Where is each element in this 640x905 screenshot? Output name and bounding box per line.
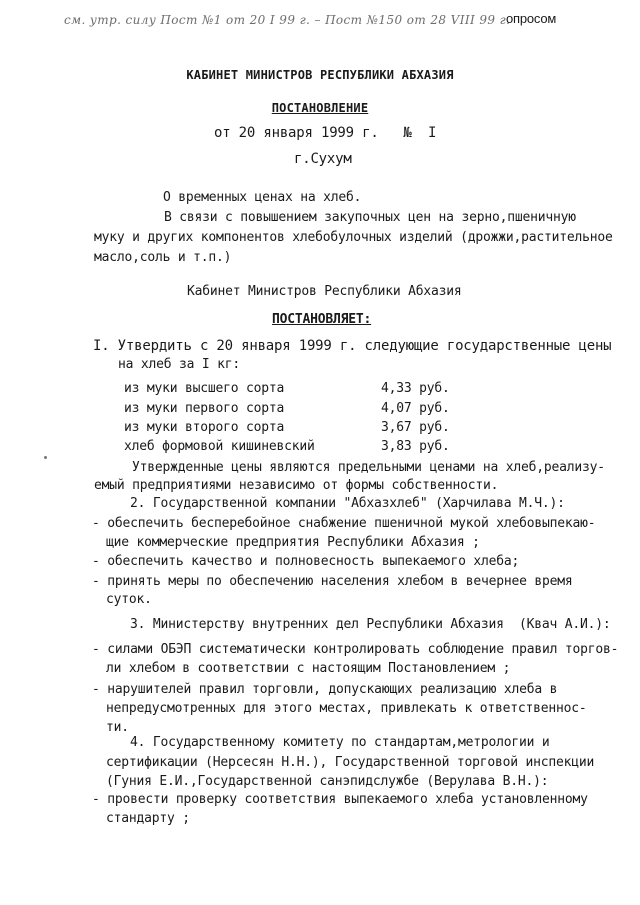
price-item-value: 4,33 руб. [381, 381, 450, 396]
intro-line: масло,соль и т.п.) [94, 250, 232, 265]
item4-line: (Гуния Е.И.,Государственной санэпидслужбе (Верулава В.Н.): [106, 774, 549, 789]
item3-line: 3. Министерству внутренних дел Республики Абхазия (Квач А.И.): [130, 617, 611, 632]
item1-note: емый предприятиями независимо от формы собственности. [94, 478, 499, 493]
resolves: ПОСТАНОВЛЯЕТ: [272, 312, 372, 327]
item2-line: - принять меры по обеспечению населения хлебом в вечернее время [92, 574, 573, 589]
item4-line: сертификации (Нерсесян Н.Н.), Государственной торговой инспекции [106, 755, 595, 770]
price-item-value: 3,83 руб. [381, 439, 450, 454]
item3-line: ли хлебом в соответствии с настоящим Постановлением ; [106, 661, 511, 676]
item2-line: - обеспечить качество и полновесность выпекаемого хлеба; [92, 554, 520, 569]
price-item-name: из муки второго сорта [124, 420, 285, 435]
item4-line: 4. Государственному комитету по стандартам,метрологии и [130, 735, 550, 750]
item4-line: - провести проверку соответствия выпекаемого хлеба установленному [92, 792, 588, 807]
price-item-value: 4,07 руб. [381, 401, 450, 416]
item3-line: - силами ОБЭП систематически контролировать соблюдение правил торгов- [92, 642, 619, 657]
item2-line: суток. [106, 592, 152, 607]
intro-line: муку и других компонентов хлебобулочных изделий (дрожжи,растительное [94, 230, 613, 245]
item3-line: ти. [106, 720, 129, 735]
opros-stamp: опросом [506, 11, 557, 26]
city: г.Сухум [294, 151, 352, 167]
org-title: КАБИНЕТ МИНИСТРОВ РЕСПУБЛИКИ АБХАЗИЯ [186, 68, 454, 82]
scan-speck [44, 456, 47, 459]
item2-line: щие коммерческие предприятия Республики Абхазия ; [106, 535, 480, 550]
issuer: Кабинет Министров Республики Абхазия [187, 284, 462, 299]
item2-line: - обеспечить бесперебойное снабжение пшеничной мукой хлебовыпекаю- [92, 516, 596, 531]
handwritten-note: см. утр. силу Пост №1 от 20 I 99 г. – Пост №150 от 28 VIII 99 г. [64, 13, 511, 27]
item1-line: I. Утвердить с 20 января 1999 г. следующие государственные цены [93, 338, 612, 354]
intro-line: В связи с повышением закупочных цен на зерно,пшеничную [164, 210, 576, 225]
item2-line: 2. Государственной компании "Абхазхлеб" (Харчилава М.Ч.): [130, 496, 565, 511]
price-item-name: хлеб формовой кишиневский [124, 439, 315, 454]
item1-line: на хлеб за I кг: [118, 357, 241, 372]
price-item-value: 3,67 руб. [381, 420, 450, 435]
price-item-name: из муки первого сорта [124, 401, 285, 416]
item4-line: стандарту ; [106, 811, 190, 826]
item3-line: непредусмотренных для этого местах, привлекать к ответственнос- [106, 701, 587, 716]
price-item-name: из муки высшего сорта [124, 381, 285, 396]
subject: О временных ценах на хлеб. [163, 190, 362, 205]
item1-note: Утвержденные цены являются предельными ценами на хлеб,реализу- [132, 460, 605, 475]
date-number: от 20 января 1999 г. № I [214, 125, 437, 141]
item3-line: - нарушителей правил торговли, допускающих реализацию хлеба в [92, 682, 558, 697]
doc-type: ПОСТАНОВЛЕНИЕ [271, 101, 369, 115]
